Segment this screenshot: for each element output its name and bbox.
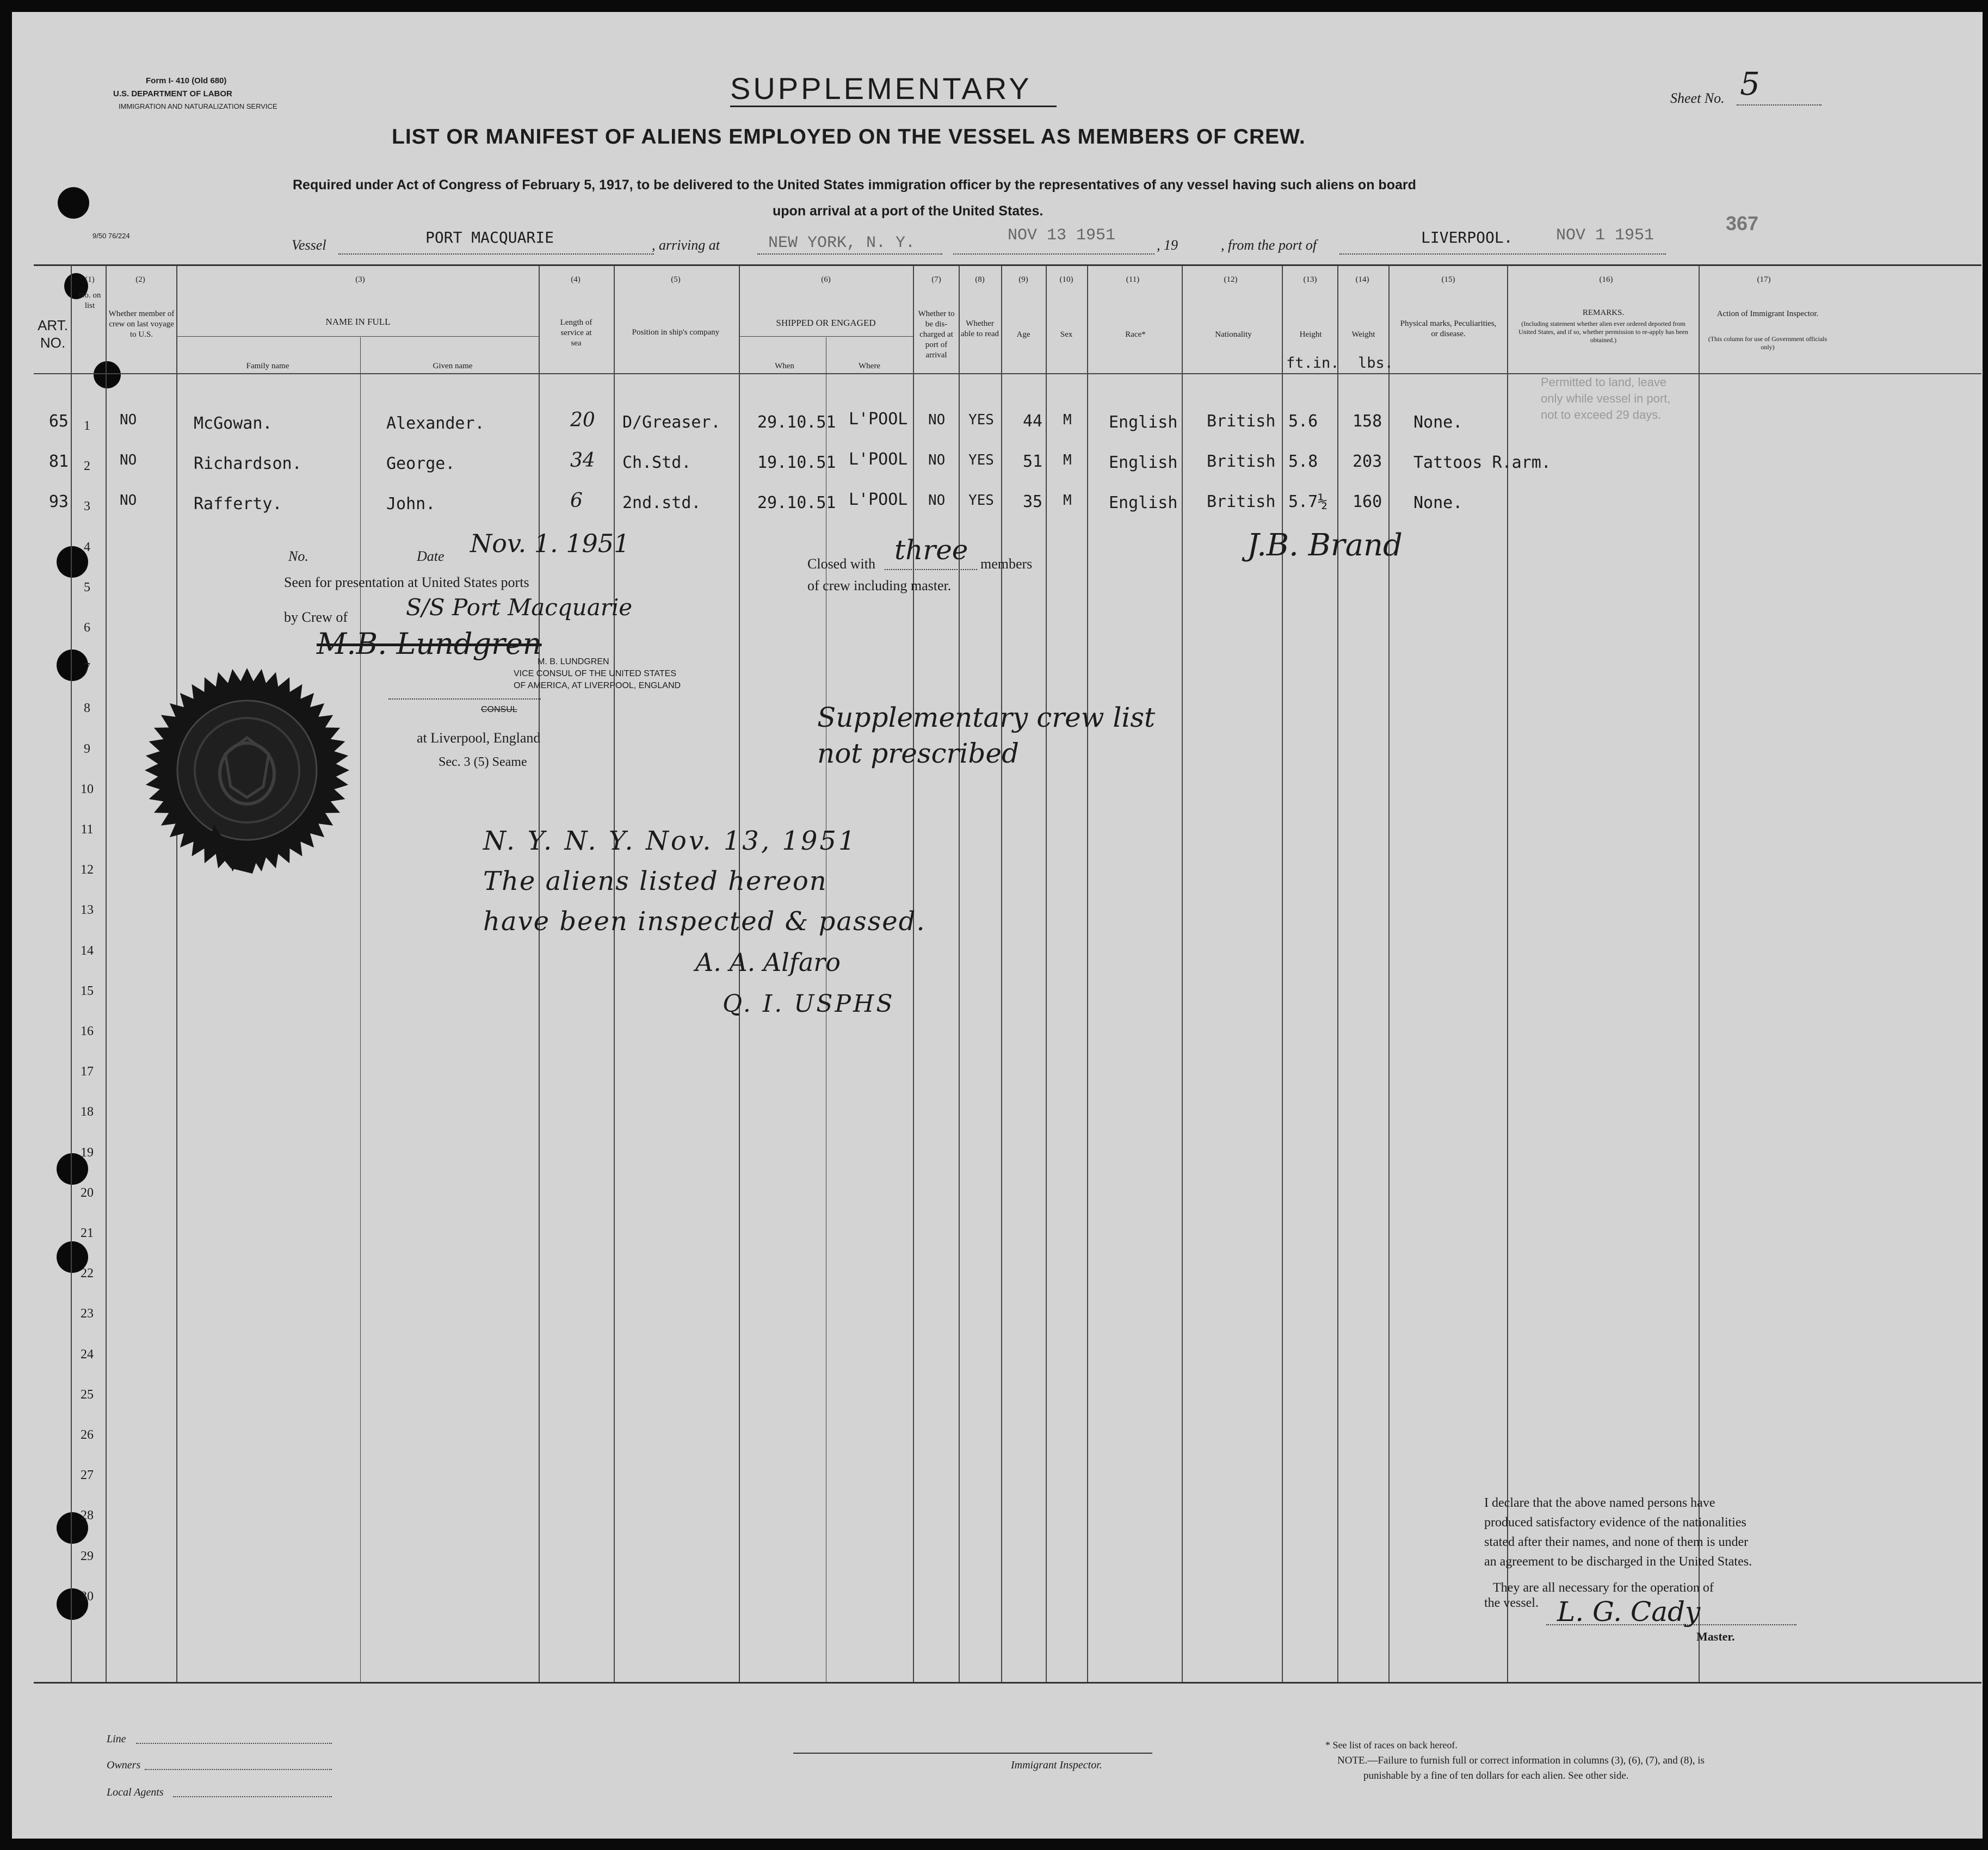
- service-length: 6: [570, 490, 583, 512]
- col-divider: [106, 265, 107, 1682]
- row-number: 17: [81, 1065, 94, 1079]
- col-number: (10): [1059, 275, 1073, 284]
- from-port-label: , from the port of: [1221, 237, 1317, 253]
- shipped-where: L'POOL: [849, 490, 908, 509]
- consul-line: [388, 698, 541, 700]
- row-number: 1: [84, 419, 90, 433]
- closed-with-label: Closed with: [807, 556, 875, 572]
- col-header-position: Position in ship's company: [632, 328, 720, 337]
- row-number: 26: [81, 1428, 94, 1442]
- able-to-read: YES: [968, 412, 994, 428]
- physical-marks: None.: [1413, 493, 1463, 512]
- col-number: (9): [1018, 275, 1028, 284]
- col-divider: [1001, 265, 1002, 1682]
- race: English: [1109, 453, 1178, 472]
- punch-hole: [58, 187, 89, 219]
- sex: M: [1063, 452, 1072, 468]
- col-divider: [1507, 265, 1508, 1682]
- table-bottom-rule: [34, 1682, 1981, 1684]
- col-divider: [1046, 265, 1047, 1682]
- row-number: 29: [81, 1549, 94, 1563]
- supplementary-note-line-2: not prescribed: [817, 738, 1019, 769]
- inspector-signature-line: [793, 1753, 1152, 1754]
- footer-line-field: [136, 1743, 332, 1744]
- row-number: 6: [84, 621, 90, 635]
- seen-for-presentation: Seen for presentation at United States ports: [284, 574, 529, 590]
- col-header-remarks-note: (Including statement whether alien ever ordered deported from United States, and if so, whether permission to re-apply has been obtained.): [1518, 320, 1688, 344]
- col-divider: [1699, 265, 1700, 1682]
- family-name: McGowan.: [194, 414, 273, 433]
- declaration-line: produced satisfactory evidence of the nationalities: [1484, 1515, 1746, 1530]
- subtitle-line-2: upon arrival at a port of the United States.: [773, 203, 1044, 219]
- col-divider: [360, 337, 361, 1682]
- col-header-read: Whether able to read: [961, 319, 999, 338]
- closed-count: three: [894, 534, 968, 566]
- declaration-line: the vessel.: [1484, 1596, 1539, 1610]
- row-number: 9: [84, 741, 90, 756]
- crew-including-master: of crew including master.: [807, 578, 952, 593]
- table-top-rule: [34, 264, 1981, 266]
- row-number: 21: [81, 1226, 94, 1240]
- consul-no-label: No.: [288, 548, 308, 564]
- col-divider: [1388, 265, 1390, 1682]
- physical-marks: Tattoos R.arm.: [1413, 453, 1551, 472]
- inspection-line-3: have been inspected & passed.: [483, 906, 926, 937]
- footer-agents-label: Local Agents: [107, 1786, 164, 1798]
- col-header-weight-unit: lbs.: [1358, 355, 1394, 372]
- given-name: Alexander.: [386, 414, 485, 433]
- consular-seal-icon: [135, 654, 385, 882]
- col-divider: [614, 265, 615, 1682]
- consul-date-label: Date: [417, 548, 444, 564]
- family-name: Rafferty.: [194, 494, 282, 513]
- discharged: NO: [928, 492, 946, 509]
- service-length: 34: [570, 449, 595, 472]
- row-number: 25: [81, 1387, 94, 1402]
- col-header-height: Height: [1299, 330, 1322, 339]
- shipped-where: L'POOL: [849, 410, 908, 429]
- col-number: (1): [85, 275, 95, 284]
- shipped-when: 19.10.51: [757, 453, 836, 472]
- fine-note-1: NOTE.—Failure to furnish full or correct information in columns (3), (6), (7), and (8), is: [1337, 1755, 1705, 1766]
- consul-stamp-title-2: OF AMERICA, AT LIVERPOOL, ENGLAND: [514, 681, 681, 690]
- row-number: 7: [84, 661, 90, 676]
- col-header-height-unit: ft.in.: [1286, 355, 1339, 372]
- col-header-when: When: [775, 362, 794, 370]
- consul-date: Nov. 1. 1951: [470, 529, 630, 558]
- art-no-header: ART. NO.: [38, 317, 68, 351]
- arrival-port: NEW YORK, N. Y.: [768, 234, 916, 252]
- given-name: John.: [386, 494, 436, 513]
- col-header-action: Action of Immigrant Inspector.: [1717, 310, 1819, 318]
- art-number: 65: [48, 412, 69, 431]
- col-header-shipped: SHIPPED OR ENGAGED: [776, 318, 876, 328]
- col-header-prior-crew: Whether member of crew on last voyage to U.S.: [108, 310, 175, 339]
- department-name: U.S. DEPARTMENT OF LABOR: [113, 89, 232, 98]
- service-length: 20: [570, 409, 595, 431]
- height: 5.6: [1288, 412, 1318, 431]
- col-header-family-name: Family name: [246, 362, 289, 370]
- col-header-where: Where: [859, 362, 880, 370]
- row-number: 12: [81, 863, 94, 877]
- row-number: 22: [81, 1266, 94, 1281]
- arriving-label: , arriving at: [652, 237, 720, 253]
- col-divider: [959, 265, 960, 1682]
- consul-section: Sec. 3 (5) Seame: [439, 755, 527, 769]
- height: 5.7½: [1288, 492, 1328, 511]
- col-number: (6): [821, 275, 831, 284]
- col-number: (2): [135, 275, 145, 284]
- col-header-race: Race*: [1125, 330, 1146, 339]
- col-number: (16): [1599, 275, 1613, 284]
- vessel-label: Vessel: [292, 237, 326, 253]
- row-number: 15: [81, 983, 94, 998]
- row-number: 5: [84, 580, 90, 595]
- col-header-name: NAME IN FULL: [325, 317, 391, 327]
- footer-agents-field: [173, 1796, 332, 1797]
- name-subrule: [177, 336, 539, 337]
- service-name: IMMIGRATION AND NATURALIZATION SERVICE: [119, 102, 277, 110]
- col-divider: [1087, 265, 1088, 1682]
- col-number: (7): [931, 275, 941, 284]
- age: 51: [1023, 452, 1043, 471]
- header-bottom-rule: [34, 373, 1981, 374]
- col-divider: [1337, 265, 1338, 1682]
- shipped-when: 29.10.51: [757, 493, 836, 512]
- inspection-line-1: N. Y. N. Y. Nov. 13, 1951: [483, 826, 857, 856]
- date-line: [953, 253, 1154, 255]
- master-signature-upper: J.B. Brand: [1247, 528, 1403, 563]
- row-number: 18: [81, 1105, 94, 1119]
- print-code: 9/50 76/224: [92, 232, 130, 240]
- row-number: 19: [81, 1145, 94, 1160]
- row-number: 20: [81, 1185, 94, 1200]
- declaration-line: They are all necessary for the operation of: [1493, 1581, 1714, 1595]
- col-number: (4): [571, 275, 581, 284]
- departure-date: NOV 1 1951: [1556, 226, 1654, 245]
- arriving-line: [757, 253, 942, 255]
- row-number: 2: [84, 459, 90, 474]
- footer-owners-label: Owners: [107, 1759, 141, 1771]
- age: 44: [1023, 412, 1043, 431]
- consul-stamp-name: M. B. LUNDGREN: [538, 657, 609, 666]
- vessel-line: [338, 253, 654, 255]
- shipped-where: L'POOL: [849, 450, 908, 469]
- race: English: [1109, 413, 1178, 432]
- discharged: NO: [928, 452, 946, 468]
- inspector-signature: A. A. Alfaro: [695, 948, 841, 977]
- declaration-line: an agreement to be discharged in the United States.: [1484, 1555, 1752, 1569]
- col-number: (11): [1126, 275, 1140, 284]
- position: D/Greaser.: [622, 413, 721, 432]
- consul-location: at Liverpool, England: [417, 730, 541, 746]
- sheet-label: Sheet No.: [1670, 90, 1725, 106]
- art-number: 81: [48, 452, 69, 471]
- row-number: 11: [81, 822, 94, 837]
- col-number: (5): [671, 275, 681, 284]
- sex: M: [1063, 492, 1072, 509]
- row-number: 16: [81, 1024, 94, 1038]
- prior-voyage: NO: [120, 492, 137, 509]
- row-number: 4: [84, 540, 90, 554]
- row-number: 14: [81, 943, 94, 958]
- race: English: [1109, 493, 1178, 512]
- shipped-when: 29.10.51: [757, 413, 836, 432]
- fine-note-2: punishable by a fine of ten dollars for each alien. See other side.: [1363, 1770, 1629, 1781]
- given-name: George.: [386, 454, 455, 473]
- prior-voyage: NO: [120, 412, 137, 428]
- from-port: LIVERPOOL.: [1421, 228, 1513, 246]
- col-header-weight: Weight: [1351, 330, 1375, 339]
- col-divider: [913, 265, 914, 1682]
- col-header-nationality: Nationality: [1215, 330, 1252, 339]
- inspector-title: Q. I. USPHS: [723, 990, 895, 1018]
- able-to-read: YES: [968, 492, 994, 509]
- col-number: (14): [1355, 275, 1369, 284]
- col-header-action-note: (This column for use of Government officials only): [1708, 335, 1828, 351]
- footer-line-label: Line: [107, 1733, 126, 1745]
- col-number: (13): [1303, 275, 1317, 284]
- races-note: * See list of races on back hereof.: [1325, 1740, 1458, 1750]
- col-divider: [176, 265, 177, 1682]
- margin-number: 367: [1726, 212, 1759, 234]
- weight: 160: [1353, 492, 1382, 511]
- col-divider: [1282, 265, 1283, 1682]
- row-number: 24: [81, 1347, 94, 1362]
- row-number: 3: [84, 499, 90, 514]
- row-number: 28: [81, 1508, 94, 1523]
- col-header-sex: Sex: [1060, 330, 1073, 339]
- discharged: NO: [928, 412, 946, 428]
- sheet-number: 5: [1740, 65, 1760, 102]
- col-number: (8): [975, 275, 985, 284]
- nationality: British: [1207, 452, 1276, 471]
- page-title: LIST OR MANIFEST OF ALIENS EMPLOYED ON THE VESSEL AS MEMBERS OF CREW.: [392, 125, 1306, 149]
- physical-marks: None.: [1413, 413, 1463, 432]
- col-number: (3): [355, 275, 365, 284]
- manifest-page: [12, 12, 1983, 1839]
- col-header-remarks: REMARKS.: [1582, 308, 1625, 317]
- consul-stamp-title-1: VICE CONSUL OF THE UNITED STATES: [514, 669, 676, 678]
- inspection-line-2: The aliens listed hereon: [483, 866, 828, 896]
- remarks-stamp: Permitted to land, leave only while vessel in port, not to exceed 29 days.: [1541, 375, 1671, 422]
- closed-members-label: members: [980, 556, 1033, 572]
- col-divider: [1182, 265, 1183, 1682]
- art-number: 93: [48, 492, 69, 511]
- form-number: Form I- 410 (Old 680): [146, 76, 227, 85]
- position: 2nd.std.: [622, 493, 701, 512]
- declaration-line: stated after their names, and none of them is under: [1484, 1535, 1749, 1549]
- subtitle-line-1: Required under Act of Congress of February 5, 1917, to be delivered to the United States immigration officer by the representatives of any vessel having such aliens on board: [293, 177, 1416, 193]
- nationality: British: [1207, 492, 1276, 511]
- punch-hole: [94, 361, 121, 388]
- position: Ch.Std.: [622, 453, 692, 472]
- inspector-label: Immigrant Inspector.: [1011, 1759, 1102, 1771]
- closed-count-line: [885, 569, 977, 570]
- row-number: 27: [81, 1468, 94, 1483]
- consul-struck: CONSUL: [481, 705, 517, 714]
- col-header-discharged: Whether to be dis-charged at port of arrival: [918, 310, 955, 360]
- vessel-name: PORT MACQUARIE: [425, 228, 554, 246]
- col-divider: [71, 265, 72, 1682]
- underline: [730, 106, 1057, 107]
- row-number: 8: [84, 701, 90, 716]
- shipped-subrule: [739, 336, 913, 337]
- row-number: 23: [81, 1307, 94, 1321]
- crew-of-label: by Crew of: [284, 609, 348, 625]
- col-number: (15): [1441, 275, 1455, 284]
- col-divider: [539, 265, 540, 1682]
- col-header-service: Length of service at sea: [560, 318, 592, 348]
- row-number: 30: [81, 1589, 94, 1604]
- master-signature: L. G. Cady: [1557, 1596, 1701, 1628]
- able-to-read: YES: [968, 452, 994, 468]
- year-label: , 19: [1157, 237, 1178, 253]
- from-port-line: [1339, 253, 1666, 255]
- family-name: Richardson.: [194, 454, 302, 473]
- footer-owners-field: [145, 1769, 332, 1770]
- col-header-given-name: Given name: [433, 362, 473, 370]
- nationality: British: [1207, 412, 1276, 431]
- supplementary-handwritten: SUPPLEMENTARY: [730, 71, 1032, 106]
- weight: 203: [1353, 452, 1382, 471]
- col-header-list-no: No. on list: [78, 291, 101, 310]
- prior-voyage: NO: [120, 452, 137, 468]
- sheet-line: [1737, 104, 1822, 106]
- master-label: Master.: [1696, 1630, 1735, 1643]
- height: 5.8: [1288, 452, 1318, 471]
- col-number: (17): [1757, 275, 1771, 284]
- age: 35: [1023, 492, 1043, 511]
- declaration-line: I declare that the above named persons have: [1484, 1496, 1715, 1510]
- supplementary-note-line-1: Supplementary crew list: [817, 702, 1156, 733]
- col-header-marks: Physical marks, Peculiarities, or disease.: [1400, 319, 1497, 338]
- crew-of-vessel: S/S Port Macquarie: [406, 594, 633, 621]
- row-number: 10: [81, 782, 94, 796]
- col-number: (12): [1224, 275, 1238, 284]
- weight: 158: [1353, 412, 1382, 431]
- consul-signature: M.B. Lundgren: [317, 627, 542, 661]
- sex: M: [1063, 412, 1072, 428]
- row-number: 13: [81, 903, 94, 918]
- col-header-age: Age: [1016, 330, 1030, 339]
- arrival-date: NOV 13 1951: [1008, 226, 1116, 245]
